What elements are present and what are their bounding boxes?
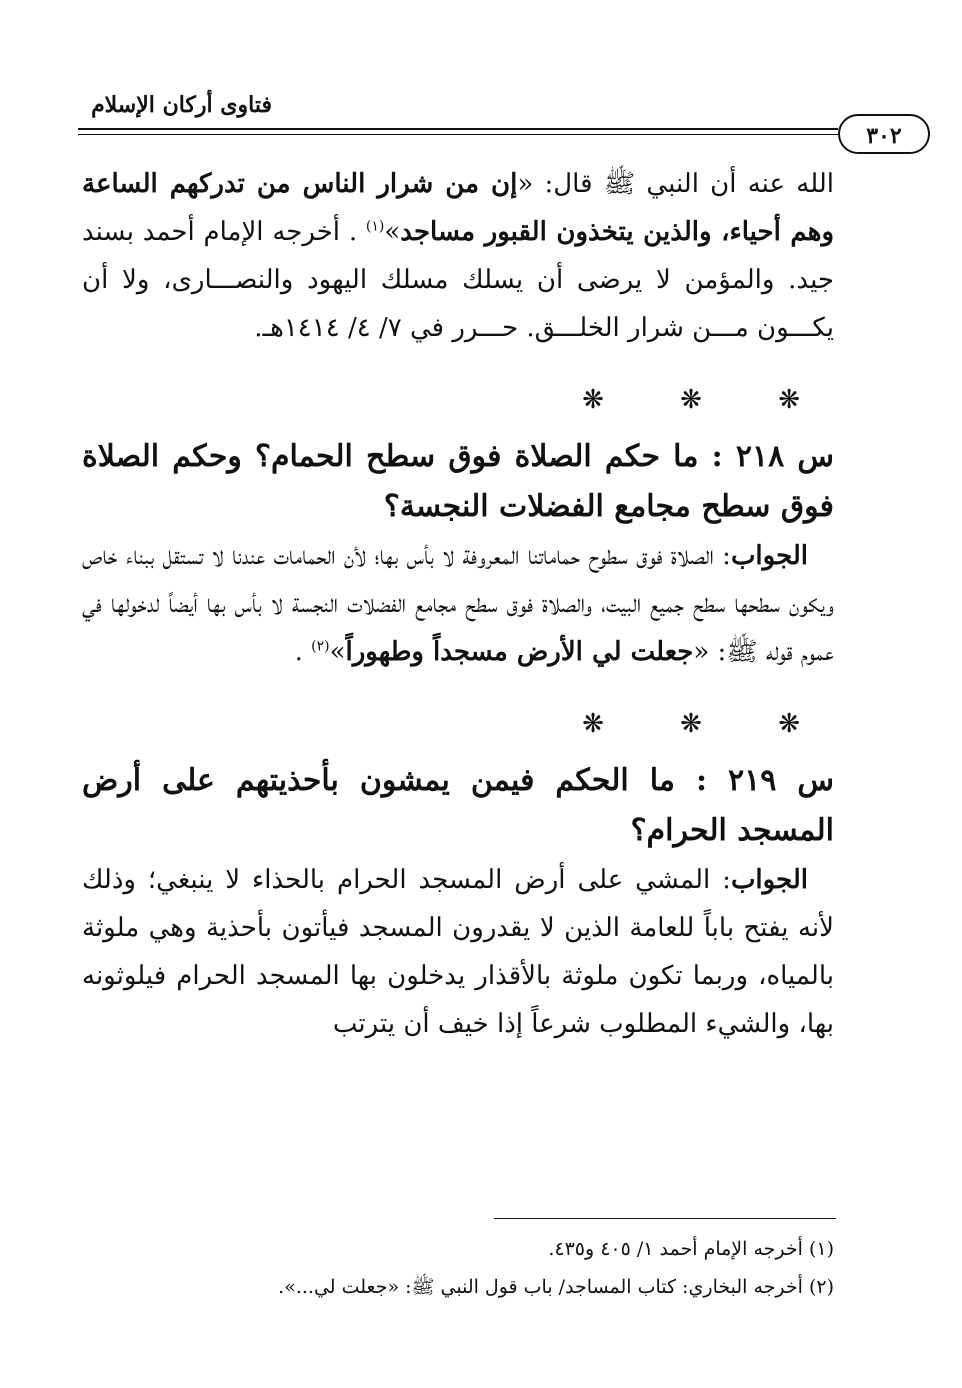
footnote-2: (٢) أخرجه البخاري: كتاب المساجد/ باب قول النبي ﷺ: «جعلت لي...».	[278, 1276, 834, 1298]
answer-text: : الصلاة فوق سطوح حماماتنا المعروفة لا بأس بها؛ لأن الحمامات عندنا لا تستقل ببناء خاص ويكون سطحها سطح جميع البيت، والصلاة فوق سطح مجامع الفضلات النجسة لا بأس بها أيضاً لدخولها في عموم قوله ﷺ: «	[82, 541, 834, 667]
footnote-ref-2[interactable]: (٢)	[311, 638, 330, 655]
intro-rest: . أخرجه الإمام أحمد بسند جيد. والمؤمن لا يرضى أن يسلك مسلك اليهود والنصـــارى، ولا أن يكـــون مـــن شرار الخلـــق. حـــرر في ٧/ ٤/ ١٤١٤هـ.	[82, 217, 834, 343]
quote-close: »	[384, 217, 401, 247]
intro-text: الله عنه أن النبي ﷺ قال: «	[517, 169, 834, 199]
answer-218	[82, 532, 834, 676]
hadith-quote: إن من شرار الناس من تدركهم الساعة وهم أحياء، والذين يتخذون القبور مساجد	[82, 169, 834, 247]
answer-tail: .	[294, 637, 312, 667]
intro-paragraph	[82, 160, 834, 352]
question-marker: س	[797, 439, 834, 474]
section-separator: ❋ ❋ ❋	[582, 709, 834, 739]
question-text: : ما الحكم فيمن يمشون بأحذيتهم على أرض المسجد الحرام؟	[82, 763, 834, 848]
running-header-title: فتاوى أركان الإسلام	[91, 92, 272, 118]
page-number: ٣٠٢	[838, 114, 930, 154]
hadith-quote: جعلت لي الأرض مسجداً وطهوراً	[345, 637, 694, 667]
question-number: ٢١٨	[735, 439, 785, 474]
answer-label: الجواب	[730, 541, 808, 571]
question-marker: س	[797, 763, 834, 798]
question-text: : ما حكم الصلاة فوق سطح الحمام؟ وحكم الصلاة فوق سطح مجامع الفضلات النجسة؟	[82, 439, 834, 524]
answer-label: الجواب	[730, 865, 808, 895]
question-219	[82, 756, 834, 856]
question-218	[82, 432, 834, 532]
footnote-1: (١) أخرجه الإمام أحمد ١/ ٤٠٥ و٤٣٥.	[548, 1238, 834, 1260]
quote-close: »	[329, 637, 346, 667]
answer-219	[82, 856, 834, 1048]
footnotes	[82, 1230, 834, 1306]
question-number: ٢١٩	[728, 763, 777, 798]
answer-text: : المشي على أرض المسجد الحرام بالحذاء لا ينبغي؛ وذلك لأنه يفتح باباً للعامة الذين لا يقدرون المسجد فيأتون بأحذية وهي ملوثة بالمياه، وربما تكون ملوثة بالأقذار يدخلون بها المسجد الحرام فيلوثونه بها، والشيء المطلوب شرعاً إذا خيف أن يترتب	[82, 865, 834, 1039]
main-text	[82, 160, 834, 1048]
section-separator: ❋ ❋ ❋	[582, 385, 834, 415]
header-rule-thin	[78, 134, 838, 135]
footnote-rule	[494, 1218, 836, 1219]
header-rule-thick	[78, 128, 838, 130]
footnote-ref-1[interactable]: (١)	[365, 218, 385, 235]
